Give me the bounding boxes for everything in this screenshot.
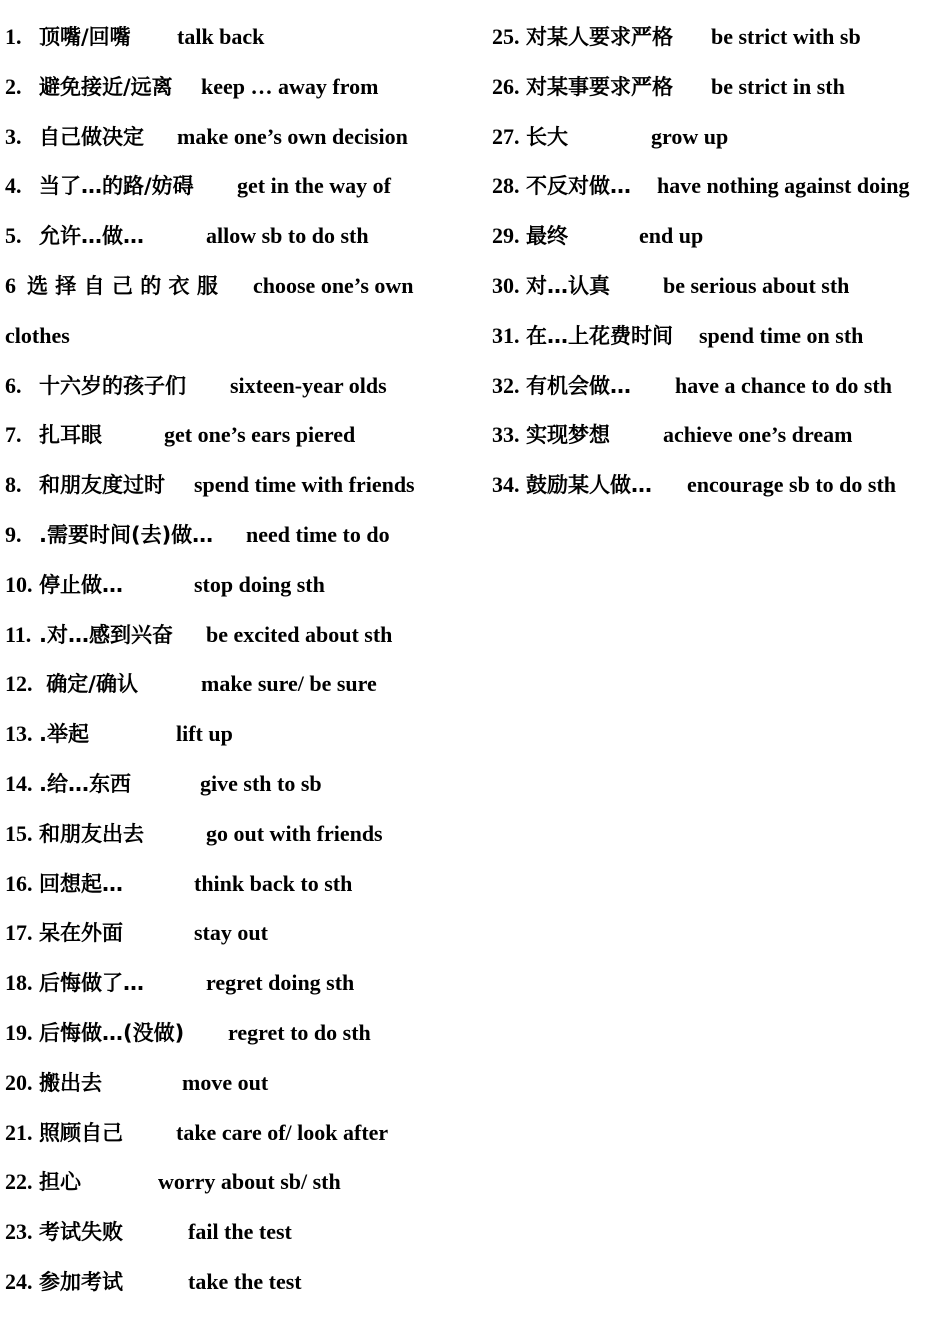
item-number: 18. [5, 970, 33, 996]
vocab-row [5, 112, 475, 162]
item-number: 4. [5, 173, 22, 199]
vocab-row [5, 1108, 475, 1158]
vocab-row [5, 361, 475, 411]
item-number: 23. [5, 1219, 33, 1245]
item-number: 28. [492, 173, 520, 199]
chinese-phrase: 参加考试 [39, 1269, 123, 1294]
english-phrase: clothes [5, 322, 70, 348]
item-number: 1. [5, 24, 22, 49]
item-number: 17. [5, 920, 33, 946]
chinese-phrase: 避免接近/远离 [39, 74, 173, 99]
vocab-row [492, 12, 947, 62]
vocab-row [492, 112, 947, 162]
chinese-phrase: 回想起… [39, 871, 123, 896]
vocab-row [5, 1058, 475, 1108]
vocab-row [492, 211, 947, 261]
english-phrase: lift up [176, 721, 233, 747]
vocab-row [492, 161, 947, 211]
vocab-row [5, 510, 475, 560]
vocab-row [492, 361, 947, 411]
chinese-phrase: 对某人要求严格 [526, 25, 673, 49]
item-number: 27. [492, 123, 520, 149]
vocab-row [5, 62, 475, 112]
chinese-phrase: 有机会做… [526, 373, 631, 398]
item-number: 2. [5, 73, 22, 99]
item-number: 8. [5, 472, 22, 498]
chinese-phrase: 当了…的路/妨碍 [39, 174, 194, 199]
chinese-phrase: 呆在外面 [39, 921, 123, 946]
vocab-row [5, 211, 475, 261]
chinese-phrase: 照顾自己 [39, 1120, 123, 1145]
item-number: 33. [492, 422, 520, 448]
english-phrase: be strict with sb [711, 24, 861, 49]
item-number: 9. [5, 521, 22, 547]
left-column [5, 12, 475, 1307]
item-number: 7. [5, 422, 22, 448]
vocab-row [5, 759, 475, 809]
chinese-phrase: 和朋友度过时 [39, 473, 165, 498]
vocab-row [5, 460, 475, 510]
item-number: 22. [5, 1169, 33, 1195]
chinese-phrase: 和朋友出去 [39, 821, 144, 846]
english-phrase: keep … away from [201, 73, 379, 99]
item-number: 21. [5, 1119, 33, 1145]
english-phrase: need time to do [246, 521, 390, 547]
vocab-row [5, 809, 475, 859]
chinese-phrase: 考试失败 [39, 1220, 123, 1245]
chinese-phrase: 实现梦想 [526, 423, 610, 448]
vocab-row [5, 1207, 475, 1257]
english-phrase: get one’s ears piered [164, 422, 356, 448]
english-phrase: have nothing against doing [657, 173, 910, 199]
chinese-phrase: .举起 [39, 722, 89, 747]
item-number: 32. [492, 372, 520, 398]
english-phrase: stop doing sth [194, 571, 325, 597]
item-number: 25. [492, 24, 520, 49]
item-number: 19. [5, 1019, 33, 1045]
vocab-row [5, 859, 475, 909]
item-number: 30. [492, 272, 520, 298]
vocab-row [5, 1157, 475, 1207]
vocab-row [5, 161, 475, 211]
chinese-phrase: 最终 [526, 224, 568, 249]
chinese-phrase: 担心 [39, 1170, 81, 1195]
english-phrase: be serious about sth [663, 272, 850, 298]
english-phrase: stay out [194, 920, 268, 946]
vocab-row [5, 12, 475, 62]
item-number: 15. [5, 820, 33, 846]
english-phrase: go out with friends [206, 820, 383, 846]
chinese-phrase: 不反对做… [526, 174, 631, 199]
vocab-row [5, 1008, 475, 1058]
chinese-phrase: 自己做决定 [39, 124, 144, 149]
english-phrase: grow up [651, 123, 729, 149]
english-phrase: fail the test [188, 1219, 292, 1245]
vocab-row [492, 62, 947, 112]
chinese-phrase: 选 择 自 己 的 衣 服 [27, 273, 218, 298]
item-number: 24. [5, 1268, 33, 1294]
right-column [492, 12, 947, 510]
chinese-phrase: 顶嘴/回嘴 [39, 25, 131, 49]
item-number: 34. [492, 472, 520, 498]
english-phrase: encourage sb to do sth [687, 472, 897, 498]
english-phrase: achieve one’s dream [663, 422, 853, 448]
english-phrase: move out [182, 1069, 269, 1095]
item-number: 3. [5, 123, 22, 149]
item-number: 10. [5, 571, 33, 597]
english-phrase: sixteen-year olds [230, 372, 387, 398]
vocab-row [5, 311, 475, 361]
vocab-row [5, 958, 475, 1008]
vocab-row [5, 410, 475, 460]
vocab-row [5, 908, 475, 958]
english-phrase: worry about sb/ sth [158, 1169, 341, 1195]
chinese-phrase: 允许…做… [39, 224, 144, 249]
english-phrase: spend time on sth [699, 322, 864, 348]
english-phrase: think back to sth [194, 870, 353, 896]
vocab-row [5, 1257, 475, 1307]
chinese-phrase: 搬出去 [39, 1070, 102, 1095]
vocab-row [492, 261, 947, 311]
vocab-row [5, 659, 475, 709]
chinese-phrase: 后悔做…(没做) [39, 1020, 185, 1045]
chinese-phrase: 停止做… [39, 572, 123, 597]
english-phrase: end up [639, 223, 704, 249]
english-phrase: take the test [188, 1268, 302, 1294]
english-phrase: be excited about sth [206, 621, 393, 647]
english-phrase: be strict in sth [711, 73, 845, 99]
item-number: 6. [5, 372, 22, 398]
vocab-row [5, 261, 475, 311]
item-number: 29. [492, 223, 520, 249]
vocab-row [5, 560, 475, 610]
chinese-phrase: 长大 [526, 124, 568, 149]
item-number: 5. [5, 223, 22, 249]
english-phrase: make sure/ be sure [201, 671, 377, 697]
english-phrase: choose one’s own [253, 272, 414, 298]
english-phrase: make one’s own decision [177, 123, 408, 149]
vocab-row [5, 610, 475, 660]
english-phrase: have a chance to do sth [675, 372, 892, 398]
chinese-phrase: 在…上花费时间 [526, 323, 673, 348]
chinese-phrase: 鼓励某人做… [526, 473, 652, 498]
chinese-phrase: 确定/确认 [39, 672, 138, 697]
english-phrase: take care of/ look after [176, 1119, 389, 1145]
english-phrase: regret doing sth [206, 970, 355, 996]
vocab-row [5, 709, 475, 759]
english-phrase: regret to do sth [228, 1019, 371, 1045]
item-number: 12. [5, 671, 33, 697]
english-phrase: talk back [177, 24, 265, 49]
chinese-phrase: 后悔做了… [39, 971, 144, 996]
item-number: 13. [5, 721, 33, 747]
chinese-phrase: 对…认真 [526, 273, 610, 298]
chinese-phrase: 扎耳眼 [39, 423, 102, 448]
item-number: 11. [5, 621, 32, 647]
chinese-phrase: .对…感到兴奋 [39, 622, 173, 647]
vocab-row [492, 460, 947, 510]
item-number: 31. [492, 322, 520, 348]
chinese-phrase: .需要时间(去)做… [39, 522, 214, 547]
english-phrase: allow sb to do sth [206, 223, 369, 249]
item-number: 6 [5, 272, 16, 298]
vocab-row [492, 410, 947, 460]
chinese-phrase: 十六岁的孩子们 [39, 373, 186, 398]
item-number: 14. [5, 770, 33, 796]
item-number: 16. [5, 870, 33, 896]
english-phrase: give sth to sb [200, 770, 322, 796]
vocab-row [492, 311, 947, 361]
chinese-phrase: 对某事要求严格 [526, 74, 673, 99]
item-number: 26. [492, 73, 520, 99]
english-phrase: get in the way of [237, 173, 391, 199]
chinese-phrase: .给…东西 [39, 771, 131, 796]
english-phrase: spend time with friends [194, 472, 415, 498]
item-number: 20. [5, 1069, 33, 1095]
